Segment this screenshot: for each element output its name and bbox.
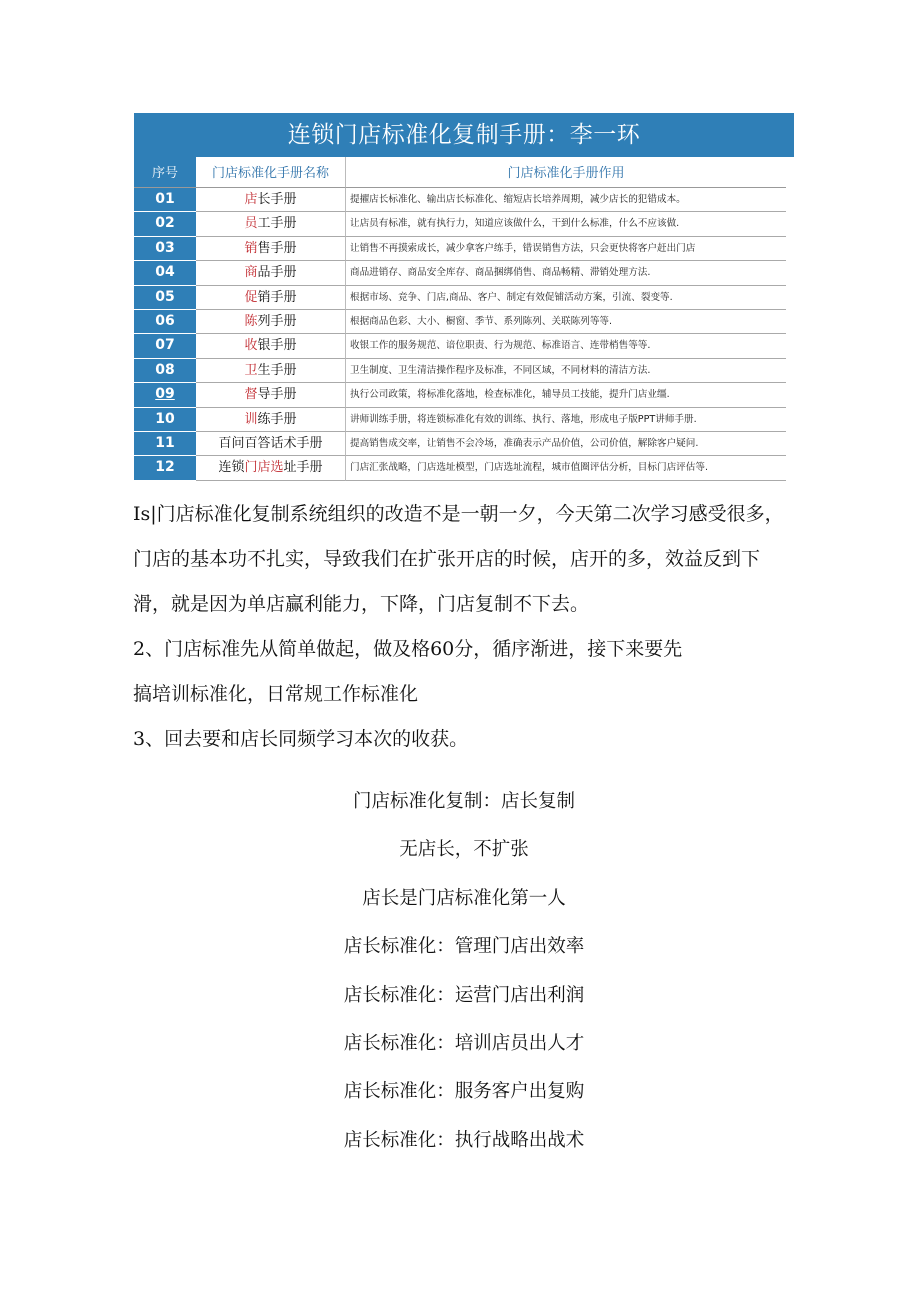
manual-purpose: 提擢店长标准化、输出店长标准化、缩短店长培养周期，减少店长的犯错成本。 [346, 188, 786, 212]
manual-name-part: 销 [244, 240, 258, 256]
motto-line: 无店长，不扩张 [399, 839, 529, 861]
row-number-text: 06 [155, 312, 175, 329]
motto-line: 店长标准化：执行战略出战术 [343, 1129, 585, 1151]
motto-line: 店长标准化：管理门店出效率 [343, 936, 585, 958]
header-purpose: 门店标准化手册作用 [346, 157, 786, 188]
manual-purpose: 卫生制度、卫生清洁操作程序及标准，不同区域，不同材料的清洁方法. [346, 359, 786, 383]
row-number [134, 432, 196, 456]
row-number-text: 08 [155, 361, 175, 378]
row-number-text: 04 [155, 264, 175, 281]
row-number-text: 11 [155, 434, 175, 451]
row-number [134, 188, 196, 212]
manual-name-part: 长手册 [257, 192, 297, 207]
manual-name [196, 286, 346, 310]
manual-name-part: 列手册 [257, 313, 297, 329]
manual-name-part: 售手册 [257, 240, 297, 256]
manual-name [196, 212, 346, 236]
row-number [134, 359, 196, 383]
manual-name [196, 432, 346, 456]
paragraph-1: Is|门店标准化复制系统组织的改造不是一朝一夕，今天第二次学习感受很多， [133, 503, 784, 525]
manual-name-part: 导手册 [257, 387, 297, 403]
row-number-text: 12 [155, 459, 175, 476]
manual-name [196, 383, 346, 407]
row-number [134, 261, 196, 285]
manual-name-part: 百问百答话术手册 [218, 435, 323, 451]
manual-purpose: 商品进销存、商品安全库存、商品捆绑俏售、商品畅精、滞销处理方法. [346, 261, 786, 285]
manual-name-part: 连锁 [218, 460, 245, 476]
row-number-text: 03 [155, 239, 175, 256]
paragraph-2: 门店的基本功不扎实，导致我们在扩张开店的时候，店开的多，效益反到下 [133, 548, 761, 570]
manual-name-part: 银手册 [257, 338, 297, 354]
row-number [134, 334, 196, 358]
row-number [134, 408, 196, 432]
manual-name-part: 陈 [244, 313, 258, 329]
motto-line: 店长标准化：运营门店出利润 [343, 984, 585, 1006]
row-number-text: 02 [155, 215, 175, 232]
manual-name-part: 品手册 [257, 265, 297, 281]
manual-name [196, 359, 346, 383]
manual-name-part: 督 [244, 387, 258, 403]
row-number-text: 01 [155, 191, 175, 207]
row-number [134, 456, 196, 480]
manual-name-part: 员 [244, 216, 258, 232]
paragraph-6: 3、回去要和店长同频学习本次的收获。 [133, 728, 469, 750]
body-text [133, 492, 803, 762]
manual-name-part: 店 [244, 192, 258, 207]
manual-name [196, 408, 346, 432]
manual-name-part: 卫 [244, 362, 258, 378]
row-number [134, 383, 196, 407]
row-number [134, 212, 196, 236]
manual-purpose: 提高销售成交率，让销售不会冷场，准确表示产品价值，公司价值，解除客户疑问. [346, 432, 786, 456]
manual-name-part: 销手册 [257, 289, 297, 305]
manual-name [196, 310, 346, 334]
manual-name-part: 门店选 [244, 460, 284, 476]
row-number [134, 237, 196, 261]
manual-name-part: 练手册 [257, 411, 297, 427]
manual-name-part: 商 [244, 265, 258, 281]
manual-name [196, 237, 346, 261]
manual-purpose: 执行公司政策，将标准化落地，检查标准化，辅导员工技能，提升门店业缰. [346, 383, 786, 407]
row-number-text: 05 [155, 288, 175, 305]
header-name: 门店标准化手册名称 [196, 157, 346, 188]
manual-purpose: 让店员有标准，就有执行力，知道应该做什么，干到什么标准，什么不应该做. [346, 212, 786, 236]
manual-name-part: 生手册 [257, 362, 297, 378]
motto-line: 店长标准化：培训店员出人才 [343, 1032, 585, 1054]
paragraph-5: 搞培训标准化，日常规工作标准化 [133, 683, 419, 705]
manual-table [134, 113, 794, 481]
row-number-text: 09 [155, 386, 175, 403]
manual-name-part: 址手册 [283, 460, 323, 476]
manual-purpose: 收银工作的服务规范、谙位职责、行为规范、标准语言、连带梢售等等. [346, 334, 786, 358]
paragraph-4: 2、门店标准先从简单做起，做及格60分，循序渐进，接下来要先 [133, 638, 683, 660]
manual-name-part: 收 [244, 338, 258, 354]
row-number [134, 286, 196, 310]
manual-purpose: 根据商品色彩、大小、橱窗、季节、系列陈列、关联陈列等等. [346, 310, 786, 334]
motto-line: 店长标准化：服务客户出复购 [343, 1081, 585, 1103]
manual-name [196, 456, 346, 480]
row-number-text: 07 [155, 337, 175, 354]
motto-line: 店长是门店标准化第一人 [362, 887, 566, 909]
manual-purpose: 门店汇张战略，门店选址模型，门店选址流程，城市值圈评估分析，目标门店评估等. [346, 456, 786, 480]
manual-name-part: 促 [244, 289, 258, 305]
manual-name [196, 261, 346, 285]
paragraph-3: 滑，就是因为单店赢利能力，下降，门店复制不下去。 [133, 593, 590, 615]
manual-purpose: 讲师训练手册，将连锁标准化有效的训练、执行、落地，形成电子版PPT讲师手册. [346, 408, 786, 432]
row-number-text: 10 [155, 410, 175, 427]
manual-name [196, 188, 346, 212]
row-number [134, 310, 196, 334]
manual-name [196, 334, 346, 358]
manual-purpose: 让销售不再摸索成长，减少拿客户练手，错误销售方法，只会更快将客户赶出门店 [346, 237, 786, 261]
manual-name-part: 训 [244, 411, 258, 427]
manual-name-part: 工手册 [257, 216, 297, 232]
header-no: 序号 [134, 157, 196, 188]
manual-title: 连锁门店标准化复制手册：李一环 [134, 113, 794, 157]
motto-line: 门店标准化复制：店长复制 [352, 791, 575, 812]
motto-list [134, 778, 794, 1165]
manual-purpose: 根据市场、竞争、门店,商品、客户、制定有效促铺活动方案，引流、裂变等. [346, 286, 786, 310]
manual-grid [134, 157, 794, 481]
